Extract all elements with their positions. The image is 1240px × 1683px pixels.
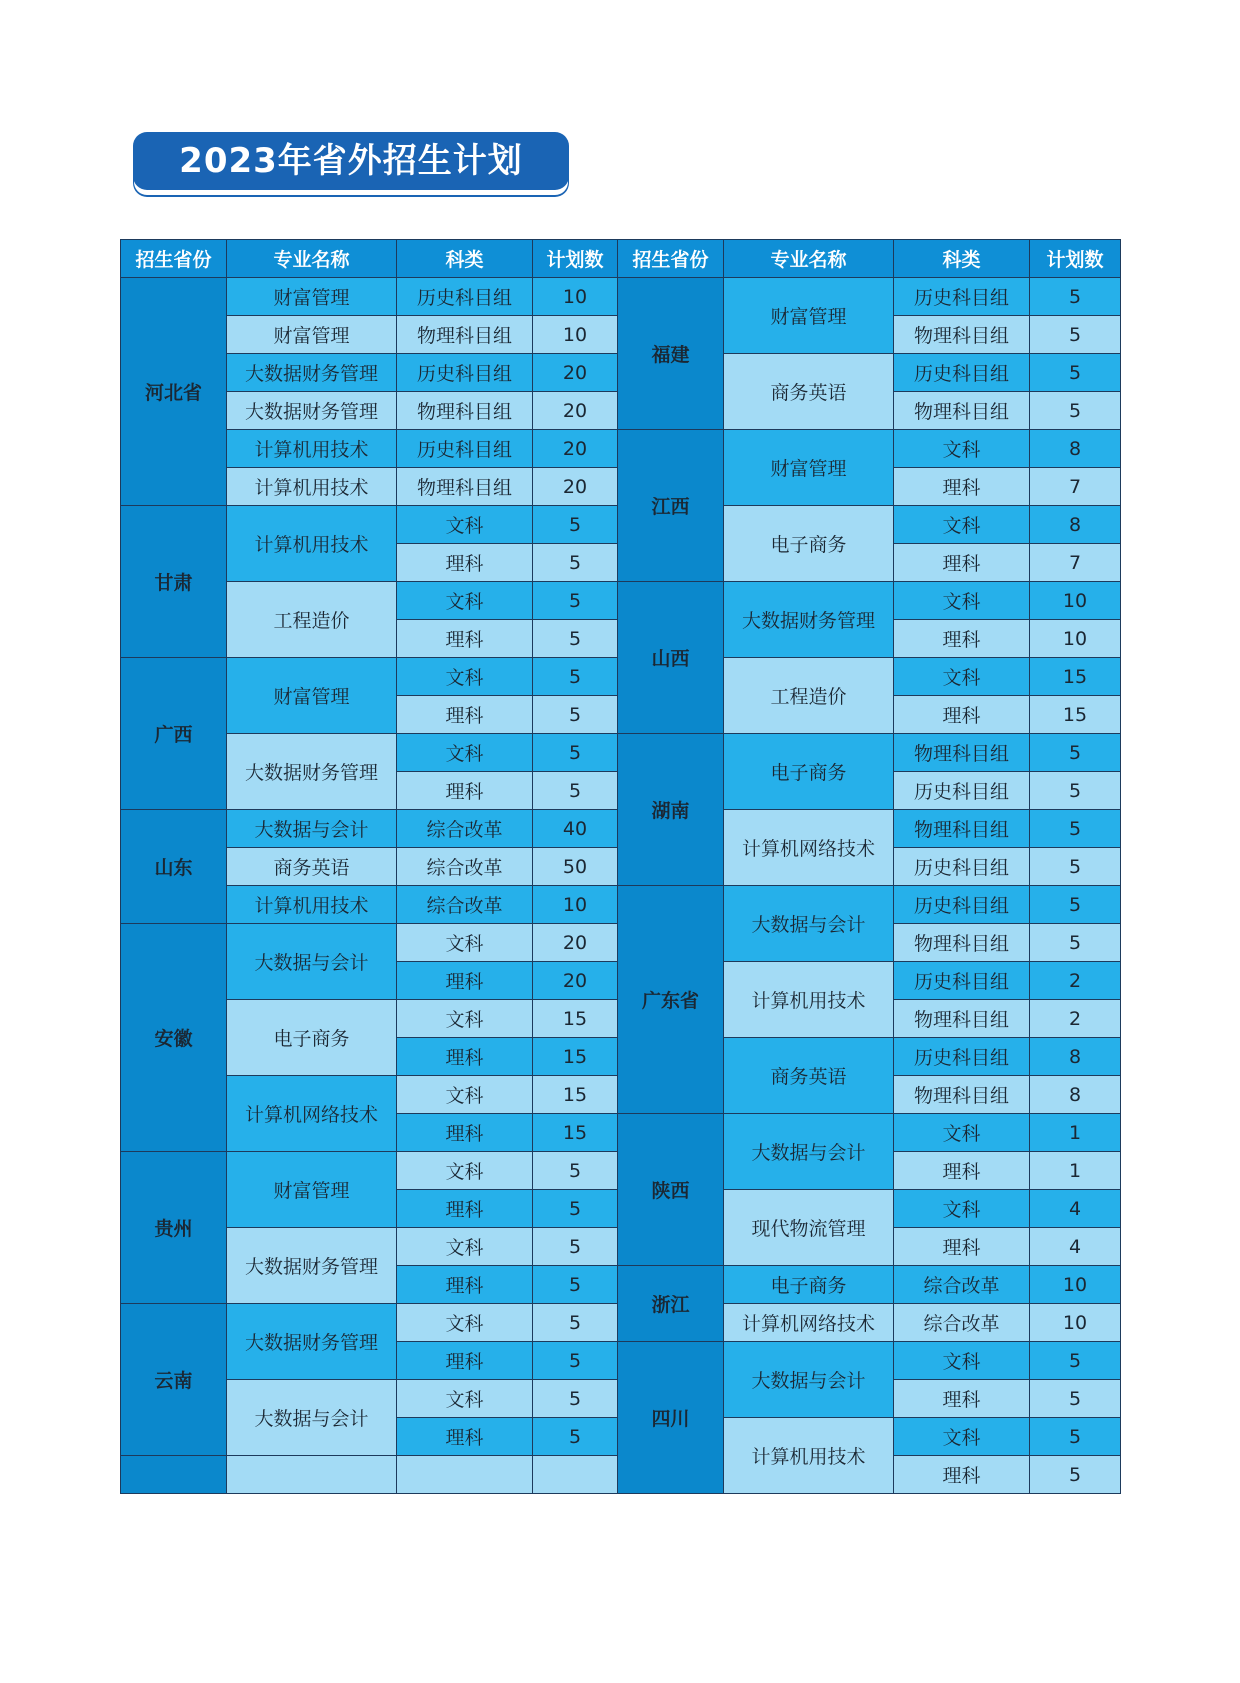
plan-count-cell: 10 (533, 278, 618, 316)
category-cell: 理科 (397, 1114, 533, 1152)
plan-count-cell: 5 (533, 1266, 618, 1304)
category-cell: 历史科目组 (894, 848, 1030, 886)
category-cell: 物理科目组 (894, 1076, 1030, 1114)
table-header-row (121, 240, 1121, 278)
major-cell: 大数据财务管理 (724, 582, 894, 658)
enrollment-plan-table (120, 239, 1121, 1494)
category-cell: 文科 (894, 658, 1030, 696)
province-cell: 江西 (618, 430, 724, 582)
plan-count-cell: 5 (1030, 354, 1121, 392)
plan-count-cell: 8 (1030, 506, 1121, 544)
plan-count-cell: 20 (533, 354, 618, 392)
major-cell: 大数据与会计 (724, 1114, 894, 1190)
header-plan-count: 计划数 (1030, 240, 1121, 278)
category-cell: 历史科目组 (894, 962, 1030, 1000)
category-cell: 历史科目组 (397, 278, 533, 316)
category-cell: 文科 (894, 582, 1030, 620)
plan-count-cell: 8 (1030, 430, 1121, 468)
province-cell: 甘肃 (121, 506, 227, 658)
major-cell: 商务英语 (227, 848, 397, 886)
plan-count-cell: 5 (533, 1342, 618, 1380)
category-cell: 物理科目组 (894, 1000, 1030, 1038)
category-cell: 文科 (894, 1190, 1030, 1228)
category-cell: 理科 (397, 696, 533, 734)
plan-count-cell: 15 (533, 1114, 618, 1152)
category-cell: 文科 (894, 1114, 1030, 1152)
major-cell: 电子商务 (724, 506, 894, 582)
major-cell: 财富管理 (724, 430, 894, 506)
province-cell: 湖南 (618, 734, 724, 886)
category-cell: 理科 (894, 1456, 1030, 1494)
plan-count-cell: 5 (533, 1380, 618, 1418)
category-cell: 理科 (894, 620, 1030, 658)
major-cell: 电子商务 (724, 1266, 894, 1304)
category-cell: 物理科目组 (397, 316, 533, 354)
plan-count-cell: 15 (1030, 658, 1121, 696)
category-cell: 历史科目组 (397, 430, 533, 468)
major-cell: 财富管理 (227, 278, 397, 316)
major-cell: 大数据与会计 (227, 924, 397, 1000)
plan-count-cell: 5 (1030, 392, 1121, 430)
plan-count-cell: 20 (533, 392, 618, 430)
province-cell (121, 1456, 227, 1494)
province-cell: 云南 (121, 1304, 227, 1456)
plan-count-cell: 5 (533, 658, 618, 696)
category-cell: 文科 (397, 1076, 533, 1114)
major-cell: 大数据财务管理 (227, 392, 397, 430)
category-cell: 物理科目组 (894, 392, 1030, 430)
table-row (121, 582, 1121, 620)
category-cell: 物理科目组 (894, 810, 1030, 848)
plan-count-cell: 5 (533, 696, 618, 734)
major-cell: 工程造价 (227, 582, 397, 658)
category-cell: 理科 (894, 696, 1030, 734)
plan-count-cell: 7 (1030, 544, 1121, 582)
province-cell: 广西 (121, 658, 227, 810)
header-category: 科类 (894, 240, 1030, 278)
plan-count-cell: 5 (1030, 810, 1121, 848)
category-cell: 物理科目组 (894, 924, 1030, 962)
plan-count-cell: 5 (533, 1304, 618, 1342)
plan-count-cell: 15 (533, 1000, 618, 1038)
plan-count-cell: 5 (1030, 278, 1121, 316)
category-cell: 文科 (397, 1000, 533, 1038)
category-cell: 历史科目组 (894, 886, 1030, 924)
plan-count-cell: 5 (533, 620, 618, 658)
category-cell: 历史科目组 (894, 772, 1030, 810)
category-cell: 理科 (397, 620, 533, 658)
category-cell: 文科 (397, 734, 533, 772)
major-cell: 计算机用技术 (724, 1418, 894, 1494)
major-cell: 财富管理 (724, 278, 894, 354)
plan-count-cell: 8 (1030, 1038, 1121, 1076)
category-cell: 物理科目组 (397, 468, 533, 506)
plan-count-cell: 20 (533, 430, 618, 468)
major-cell: 财富管理 (227, 316, 397, 354)
plan-count-cell: 5 (533, 772, 618, 810)
plan-count-cell: 10 (1030, 620, 1121, 658)
category-cell: 综合改革 (397, 848, 533, 886)
province-cell: 浙江 (618, 1266, 724, 1342)
plan-count-cell: 5 (533, 1152, 618, 1190)
major-cell: 工程造价 (724, 658, 894, 734)
major-cell: 计算机用技术 (227, 468, 397, 506)
major-cell (227, 1456, 397, 1494)
major-cell: 财富管理 (227, 1152, 397, 1228)
category-cell: 理科 (397, 1266, 533, 1304)
plan-count-cell: 20 (533, 962, 618, 1000)
major-cell: 财富管理 (227, 658, 397, 734)
plan-count-cell: 5 (533, 582, 618, 620)
category-cell: 理科 (397, 1418, 533, 1456)
major-cell: 大数据与会计 (227, 1380, 397, 1456)
header-major: 专业名称 (724, 240, 894, 278)
category-cell: 理科 (397, 544, 533, 582)
plan-count-cell: 5 (1030, 772, 1121, 810)
plan-count-cell: 4 (1030, 1228, 1121, 1266)
category-cell: 文科 (397, 924, 533, 962)
category-cell: 物理科目组 (894, 734, 1030, 772)
category-cell: 理科 (397, 1190, 533, 1228)
major-cell: 计算机网络技术 (724, 1304, 894, 1342)
category-cell: 文科 (397, 582, 533, 620)
category-cell: 文科 (397, 1228, 533, 1266)
table-row (121, 278, 1121, 316)
category-cell: 理科 (894, 1152, 1030, 1190)
category-cell: 文科 (397, 658, 533, 696)
plan-count-cell: 8 (1030, 1076, 1121, 1114)
plan-count-cell: 10 (1030, 1266, 1121, 1304)
plan-count-cell: 50 (533, 848, 618, 886)
plan-count-cell: 40 (533, 810, 618, 848)
plan-count-cell: 15 (1030, 696, 1121, 734)
category-cell: 历史科目组 (894, 354, 1030, 392)
page-title: 2023年省外招生计划 (179, 141, 523, 181)
plan-count-cell: 20 (533, 924, 618, 962)
province-cell: 山东 (121, 810, 227, 924)
plan-count-cell: 5 (1030, 924, 1121, 962)
plan-count-cell: 5 (533, 1190, 618, 1228)
plan-count-cell: 5 (533, 1418, 618, 1456)
plan-count-cell: 5 (1030, 316, 1121, 354)
plan-count-cell: 10 (1030, 582, 1121, 620)
category-cell: 文科 (894, 430, 1030, 468)
plan-count-cell: 10 (533, 316, 618, 354)
plan-count-cell: 15 (533, 1076, 618, 1114)
plan-count-cell: 5 (1030, 848, 1121, 886)
plan-count-cell: 5 (533, 1228, 618, 1266)
category-cell: 历史科目组 (894, 1038, 1030, 1076)
plan-count-cell: 20 (533, 468, 618, 506)
province-cell: 山西 (618, 582, 724, 734)
category-cell: 理科 (894, 1380, 1030, 1418)
header-major: 专业名称 (227, 240, 397, 278)
title-banner (133, 132, 569, 190)
plan-count-cell: 5 (533, 506, 618, 544)
category-cell: 历史科目组 (397, 354, 533, 392)
category-cell: 综合改革 (397, 886, 533, 924)
major-cell: 计算机用技术 (227, 506, 397, 582)
table-row (121, 886, 1121, 924)
category-cell: 理科 (397, 1342, 533, 1380)
province-cell: 四川 (618, 1342, 724, 1494)
major-cell: 电子商务 (227, 1000, 397, 1076)
plan-count-cell: 5 (1030, 1342, 1121, 1380)
major-cell: 计算机用技术 (724, 962, 894, 1038)
plan-count-cell: 5 (533, 544, 618, 582)
major-cell: 电子商务 (724, 734, 894, 810)
major-cell: 计算机网络技术 (227, 1076, 397, 1152)
header-province: 招生省份 (618, 240, 724, 278)
major-cell: 商务英语 (724, 354, 894, 430)
category-cell: 物理科目组 (894, 316, 1030, 354)
province-cell: 陕西 (618, 1114, 724, 1266)
category-cell: 历史科目组 (894, 278, 1030, 316)
category-cell: 理科 (894, 468, 1030, 506)
category-cell: 理科 (397, 1038, 533, 1076)
plan-count-cell: 1 (1030, 1114, 1121, 1152)
plan-count-cell: 5 (1030, 1456, 1121, 1494)
plan-count-cell: 5 (1030, 886, 1121, 924)
major-cell: 大数据财务管理 (227, 1228, 397, 1304)
major-cell: 商务英语 (724, 1038, 894, 1114)
category-cell: 文科 (397, 1380, 533, 1418)
category-cell: 理科 (894, 544, 1030, 582)
category-cell: 综合改革 (894, 1266, 1030, 1304)
major-cell: 大数据与会计 (724, 1342, 894, 1418)
province-cell: 广东省 (618, 886, 724, 1114)
province-cell: 福建 (618, 278, 724, 430)
plan-count-cell: 5 (1030, 1380, 1121, 1418)
category-cell: 物理科目组 (397, 392, 533, 430)
province-cell: 贵州 (121, 1152, 227, 1304)
category-cell: 文科 (894, 506, 1030, 544)
header-plan-count: 计划数 (533, 240, 618, 278)
category-cell: 综合改革 (894, 1304, 1030, 1342)
province-cell: 河北省 (121, 278, 227, 506)
major-cell: 计算机网络技术 (724, 810, 894, 886)
plan-count-cell: 10 (533, 886, 618, 924)
major-cell: 现代物流管理 (724, 1190, 894, 1266)
plan-count-cell: 2 (1030, 962, 1121, 1000)
plan-count-cell: 15 (533, 1038, 618, 1076)
major-cell: 大数据与会计 (227, 810, 397, 848)
plan-count-cell (533, 1456, 618, 1494)
category-cell: 理科 (397, 962, 533, 1000)
category-cell: 文科 (397, 1304, 533, 1342)
plan-count-cell: 1 (1030, 1152, 1121, 1190)
major-cell: 大数据财务管理 (227, 354, 397, 392)
plan-count-cell: 7 (1030, 468, 1121, 506)
major-cell: 大数据财务管理 (227, 734, 397, 810)
table-row (121, 734, 1121, 772)
major-cell: 大数据与会计 (724, 886, 894, 962)
plan-count-cell: 5 (1030, 734, 1121, 772)
major-cell: 计算机用技术 (227, 430, 397, 468)
major-cell: 大数据财务管理 (227, 1304, 397, 1380)
plan-count-cell: 5 (533, 734, 618, 772)
category-cell: 理科 (397, 772, 533, 810)
category-cell: 文科 (894, 1342, 1030, 1380)
plan-count-cell: 10 (1030, 1304, 1121, 1342)
header-province: 招生省份 (121, 240, 227, 278)
category-cell: 文科 (894, 1418, 1030, 1456)
table-row (121, 430, 1121, 468)
province-cell: 安徽 (121, 924, 227, 1152)
plan-count-cell: 2 (1030, 1000, 1121, 1038)
header-category: 科类 (397, 240, 533, 278)
category-cell: 综合改革 (397, 810, 533, 848)
plan-count-cell: 5 (1030, 1418, 1121, 1456)
category-cell: 文科 (397, 1152, 533, 1190)
category-cell (397, 1456, 533, 1494)
plan-count-cell: 4 (1030, 1190, 1121, 1228)
category-cell: 理科 (894, 1228, 1030, 1266)
category-cell: 文科 (397, 506, 533, 544)
major-cell: 计算机用技术 (227, 886, 397, 924)
